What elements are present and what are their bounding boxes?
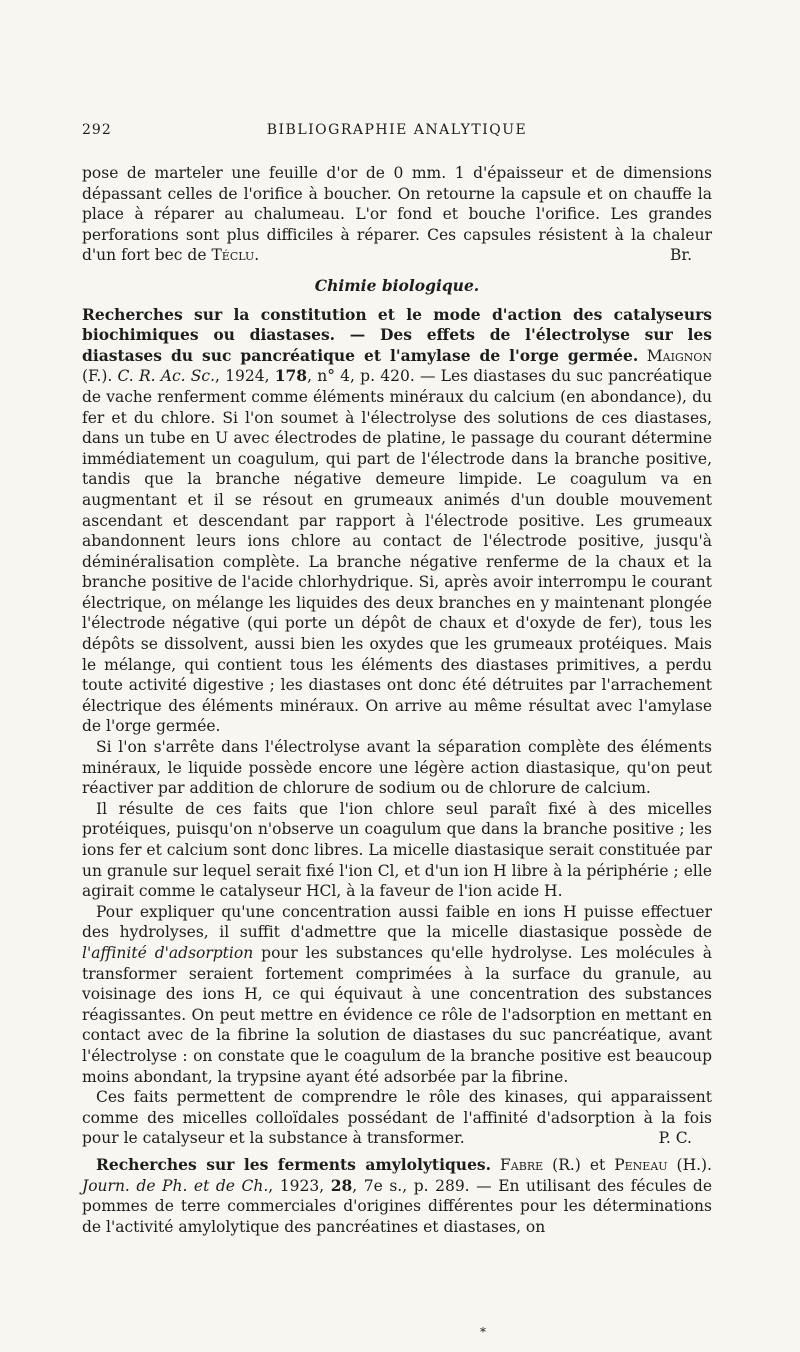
article-1-journal: C. R. Ac. Sc.	[117, 367, 215, 386]
article-2-initial-2: (H.).	[667, 1155, 712, 1174]
article-1-pages: , n° 4, p. 420. —	[307, 367, 441, 386]
article-2-year: , 1923,	[268, 1176, 331, 1195]
article-1-paragraph-1	[82, 305, 712, 737]
article-2-volume: 28	[330, 1175, 353, 1195]
article-2-author-1: Fabre	[500, 1155, 544, 1174]
page-number: 292	[82, 122, 112, 138]
article-2-initial-1: (R.) et	[543, 1155, 615, 1174]
article-1-volume: 178	[274, 366, 308, 386]
article-1-paragraph-2: Si l'on s'arrête dans l'électrolyse avant la séparation complète des éléments minéraux, le liquide possède encore une légère action diastasique, qu'on peut réactiver par addition de chlorure de sodium ou de chlorure de calcium.	[82, 738, 712, 798]
article-1-author: Maignon	[646, 346, 712, 365]
article-2-paragraph	[82, 1155, 712, 1237]
article-2-text: En utilisant des fécules de pommes de terre commerciales d'origines différentes pour les déterminations de l'activité amylolytique des pancréatines et diastases, on	[82, 1176, 712, 1236]
article-2-journal: Journ. de Ph. et de Ch.	[82, 1176, 269, 1195]
article-1-signature: P. C.	[658, 1129, 692, 1148]
article-2-author-2: Peneau	[614, 1155, 668, 1174]
article-1-title: Recherches sur la constitution et le mode d'action des catalyseurs biochimiques ou diastases. — Des effets de l'électrolyse sur les diastases du suc pancréatique et l'amylase de l'orge germée.	[82, 304, 712, 365]
intro-author: Téclu.	[211, 246, 260, 265]
article-1-text-4a: Pour expliquer qu'une concentration aussi faible en ions H puisse effectuer des hydrolyses, il suffit d'admettre que la micelle diastasique possède de	[82, 902, 712, 942]
footer-mark: *	[480, 1325, 486, 1339]
article-2-title: Recherches sur les ferments amylolytiques.	[96, 1154, 492, 1174]
page-body	[82, 163, 712, 1237]
section-title: Chimie biologique.	[314, 275, 480, 295]
article-2-series: , 7e s., p. 289. —	[352, 1176, 499, 1195]
article-1-text-1: Les diastases du suc pancréatique de vache renferment comme éléments minéraux du calcium (en abondance), du fer et du chlore. Si l'on soumet à l'électrolyse des solutions de ces diastases, dans un tube en U avec électrodes de platine, le passage du courant détermine immédiatement un coagulum, qui part de l'électrode dans la branche positive, tandis que la branche négative demeure limpide. Le coagulum va en augmentant et il se résout en grumeaux animés d'un double mouvement ascendant et descendant par rapport à l'électrode positive. Les grumeaux abandonnent leurs ions chlore au contact de l'électrode positive, jusqu'à déminéralisation complète. La branche négative renferme de la chaux et la branche positive de l'acide chlorhydrique. Si, après avoir interrompu le courant électrique, on mélange les liquides des deux branches en y maintenant plongée l'électrode négative (qui porte un dépôt de chaux et d'oxyde de fer), tous les dépôts se dissolvent, aussi bien les oxydes que les grumeaux protéiques. Mais le mélange, qui contient tous les éléments des diastases primitives, a perdu toute activité digestive ; les diastases ont donc été détruites par l'arrachement électrique des éléments minéraux. On arrive au même résultat avec l'amylase de l'orge germée.	[82, 367, 712, 736]
article-1-paragraph-3: Il résulte de ces faits que l'ion chlore seul paraît fixé à des micelles protéiques, puisqu'on n'observe un coagulum que dans la branche positive ; les ions fer et calcium sont donc libres. La micelle diastasique serait constituée par un granule sur lequel serait fixé l'ion Cl, et d'un ion H libre à la périphérie ; elle agirait comme le catalyseur HCl, à la faveur de l'ion acide H.	[82, 799, 712, 901]
article-1-text-4b: pour les substances qu'elle hydrolyse. Les molécules à transformer seraient fortement comprimées à la surface du granule, au voisinage des ions H, ce qui équivaut à une concentration des substances réagissantes. On peut mettre en évidence ce rôle de l'adsorption en mettant en contact avec de la fibrine la solution de diastases du suc pancréatique, avant l'électrolyse : on constate que le coagulum de la branche positive est beaucoup moins abondant, la trypsine ayant été adsorbée par la fibrine.	[82, 943, 712, 1086]
article-1-year: , 1924,	[215, 367, 275, 386]
article-1-paragraph-5	[82, 1087, 712, 1149]
article-1-paragraph-4	[82, 902, 712, 1087]
article-1-text-5: Ces faits permettent de comprendre le rôle des kinases, qui apparaissent comme des micelles colloïdales possédant de l'affinité d'adsorption à la fois pour le catalyseur et la substance à transformer.	[82, 1088, 712, 1148]
running-header	[82, 122, 712, 146]
article-1-italic-term: l'affinité d'adsorption	[82, 943, 254, 962]
article-1-initial: (F.).	[82, 367, 118, 386]
intro-text: pose de marteler une feuille d'or de 0 mm. 1 d'épaisseur et de dimensions dépassant celles de l'orifice à boucher. On retourne la capsule et on chauffe la place à réparer au chalumeau. L'or fond et bouche l'orifice. Les grandes perforations sont plus difficiles à réparer. Ces capsules résistent à la chaleur d'un fort bec de	[82, 164, 712, 265]
running-title: BIBLIOGRAPHIE ANALYTIQUE	[266, 122, 528, 138]
intro-signature: Br.	[669, 246, 692, 265]
intro-paragraph	[82, 163, 712, 266]
